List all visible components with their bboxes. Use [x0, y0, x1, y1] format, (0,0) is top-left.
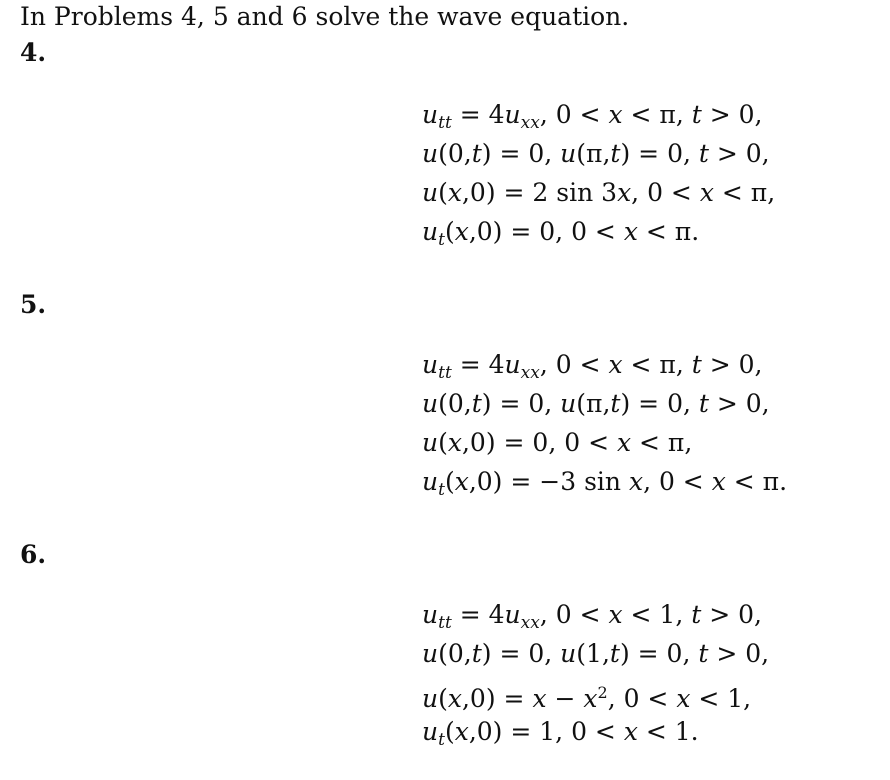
equation-line: $u_{tt} = 4u_{xx}$, 0 < x < π, t > 0,: [422, 350, 763, 383]
equation-line: $u_{tt} = 4u_{xx}$, 0 < x < 1, t > 0,: [422, 600, 762, 633]
equation-line: $u_{tt} = 4u_{xx}$, 0 < x < π, t > 0,: [422, 100, 763, 133]
equation-line: u(0,t) = 0, u(π,t) = 0, t > 0,: [422, 389, 770, 418]
equation-line: u(0,t) = 0, u(1,t) = 0, t > 0,: [422, 639, 770, 668]
equation-line: $u_t(x,0) = 1$, 0 < x < 1.: [422, 717, 699, 750]
problem-6-number: 6.: [20, 540, 47, 569]
equation-line: u(x,0) = 2 sin 3x, 0 < x < π,: [422, 178, 776, 207]
equation-line: $u(x,0) = x - x^2$, 0 < x < 1,: [422, 683, 752, 713]
equation-line: $u_t(x,0) = 0$, 0 < x < π.: [422, 217, 700, 250]
intro-text: In Problems 4, 5 and 6 solve the wave equation.: [20, 2, 630, 31]
problem-4-number: 4.: [20, 38, 47, 67]
equation-line: $u_t(x,0) = -3$ sin x, 0 < x < π.: [422, 467, 788, 500]
problem-5-equations: [422, 345, 787, 501]
equation-line: u(x,0) = 0, 0 < x < π,: [422, 428, 693, 457]
problem-4-equations: [422, 95, 775, 251]
equation-line: u(0,t) = 0, u(π,t) = 0, t > 0,: [422, 139, 770, 168]
problem-6-equations: [422, 595, 769, 751]
problem-5-number: 5.: [20, 290, 47, 319]
